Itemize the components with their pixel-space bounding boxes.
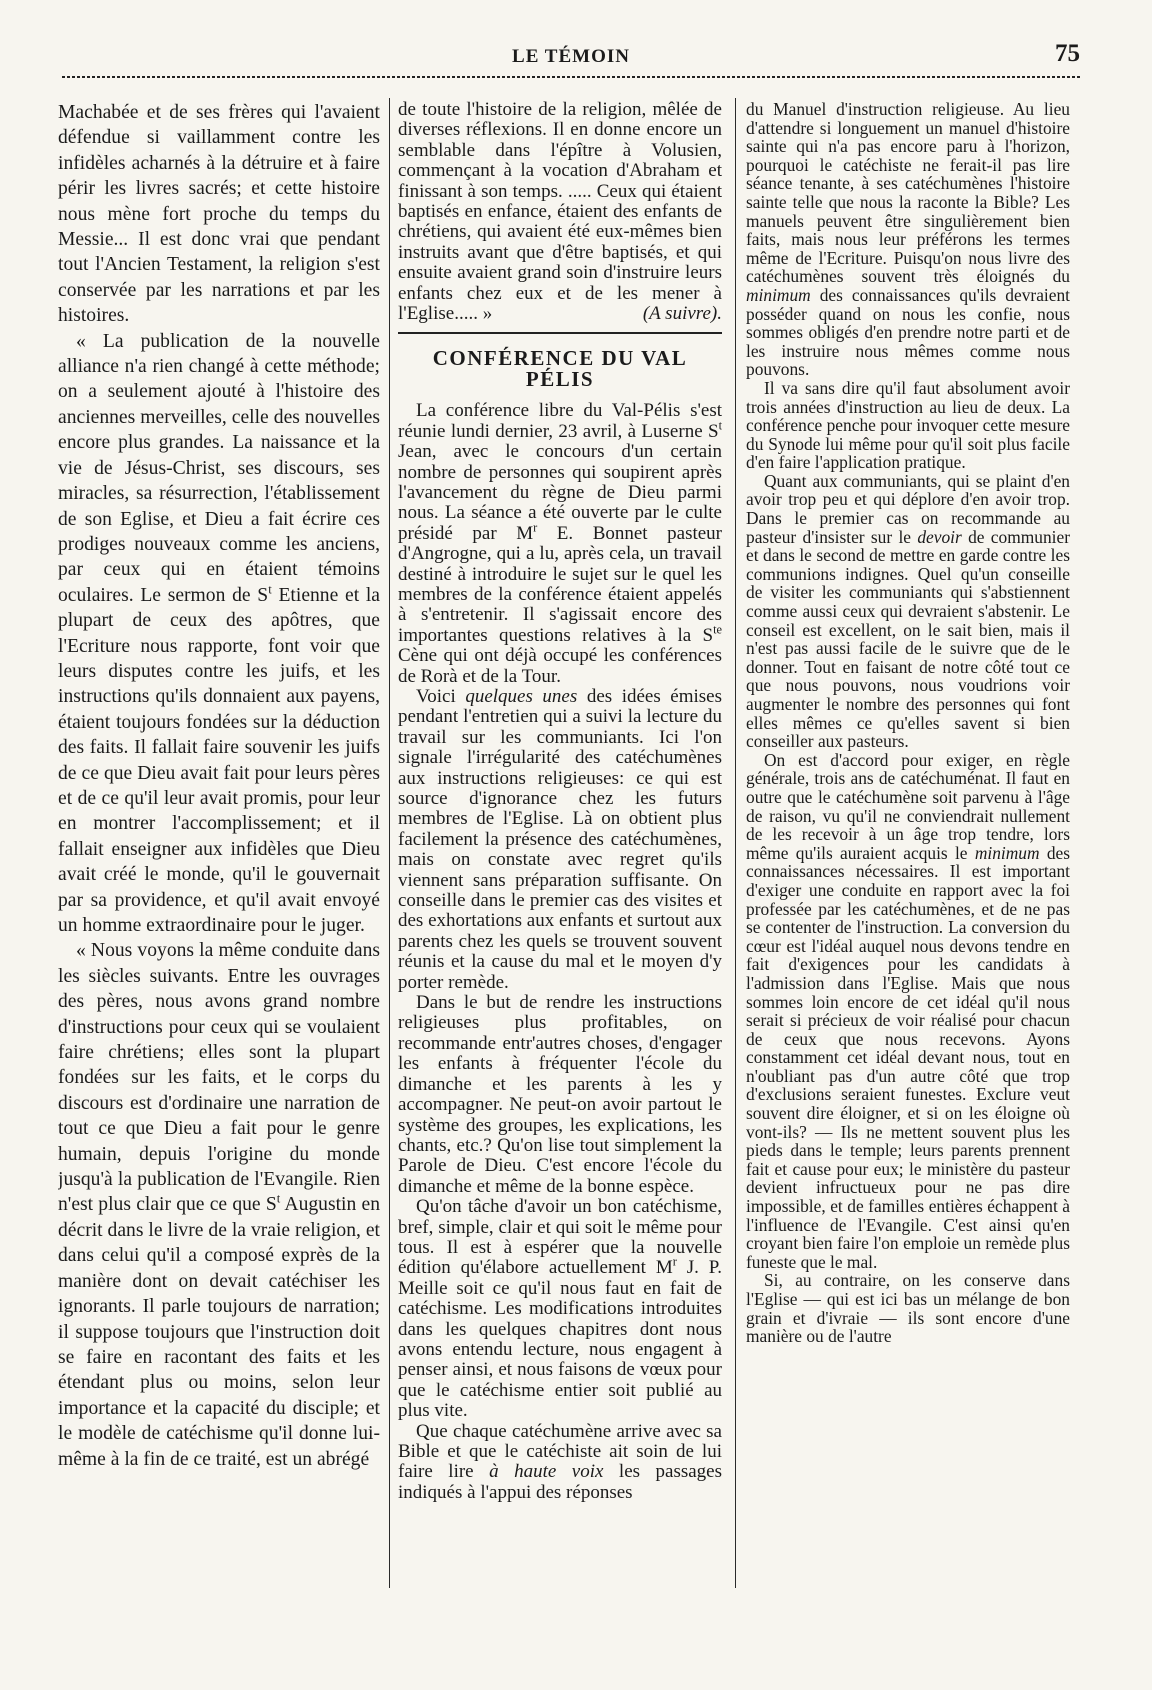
paragraph [746, 100, 1070, 379]
paragraph [398, 993, 722, 1197]
column-rule-left [389, 98, 390, 1588]
text: Si, au contraire, on les conserve dans l'Eglise — qui est ici bas un mélange de bon grain et d'ivraie — ils sont encore d'une manière ou de l'autre [746, 1270, 1070, 1347]
paragraph [746, 1271, 1070, 1345]
text: On est d'accord pour exiger, en règle générale, trois ans de catéchuménat. Il faut en outre que le catéchumène soit parvenu à l'âge de raison, vu qu'il ne conviendrait nullement de les recevoir à un âge trop tendre, lors même qu'ils auraient acquis le [746, 749, 1070, 863]
text: E. Bonnet pasteur d'Angrogne, qui a lu, après cela, un travail destiné à introduire le sujet sur le quel les membres de la conférence étaient appelés à s'entretenir. Il s'agissait encore des importantes questions relatives à la S [398, 522, 722, 646]
text: « Nous voyons la même conduite dans les siècles suivants. Entre les ouvrages des pères, nous avons grand nombre d'instructions pour ceux qui se voulaient faire chrétiens; elles sont la plupart fondées sur les faits, et le corps du discours est d'ordinaire une narration de tout ce que Dieu a fait pour le genre humain, depuis l'origine du monde jusqu'à la publication de l'Evangile. Rien n'est plus clair que ce que S [58, 940, 380, 1216]
page-header [62, 40, 1080, 74]
section-separator [398, 332, 722, 334]
text: Que chaque catéchumène arrive avec sa Bible et que le catéchiste ait soin de lui faire lire [398, 1420, 722, 1483]
text: les passages indiqués à l'appui des réponses [398, 1461, 722, 1503]
text: des connaissances nécessaires. Il est important d'exiger une conduite en rapport avec la foi professée par les catéchumènes, et de ne pas se contenter de l'instruction. La conversion du cœur est l'idéal auquel nous devons tendre en fait d'exigences pour les candidats à l'admission dans l'Eglise. Mais que nous sommes loin encore de cet idéal qu'il nous serait si précieux de voir réalisé pour chacun de ceux que nous recevons. Ayons constamment cet idéal devant nous, tout en n'oubliant pas d'un autre côté que trop d'exclusions seraient funestes. Exclure veut souvent dire éloigner, et si on les éloigne où vont-ils? — Ils ne mettent souvent plus les pieds dans le temple; leurs parents prennent fait et cause pour eux; le ministère du pasteur devient infructueux pour ne pas dire impossible, et de familles entières échappent à l'influence de l'Evangile. C'est ainsi qu'en croyant bien faire l'on emploie un remède plus funeste que le mal. [746, 842, 1070, 1272]
text: des connaissances qu'ils devraient posséder quand on nous les confie, nous sommes obligés d'en prendre notre parti et de les instruire nous mêmes comme nous pouvons. [746, 284, 1070, 380]
text: « La publication de la nouvelle alliance n'a rien changé à cette méthode; on a seulement ajouté à l'histoire des anciennes merveilles, celle des nouvelles encore plus grandes. La naissance et la vie de Jésus-Christ, ses discours, ses miracles, sa résurrection, l'établissement de son Eglise, et Dieu a fait écrire ces prodiges nouveaux comme les anciens, par ceux qui en étaient témoins oculaires. Le sermon de S [58, 330, 380, 606]
paragraph [398, 401, 722, 687]
paragraph [746, 379, 1070, 472]
text: de communier et dans le second de mettre en garde contre les communions indignes. Quel qu'un conseille de visiter les communiants qui s'abstiennent comme aussi ceux qui devraient s'abstenir. Le conseil est excellent, on le sait bien, mais il n'est pas aussi facile de le suivre que de le donner. Tout en faisant de notre côté tout ce que nous pouvons, nous voudrions voir augmenter le nombre des personnes qui font elles mêmes ce qu'elles savent si bien conseiller aux pasteurs. [746, 526, 1070, 752]
superscript: t [276, 1191, 281, 1206]
paragraph [398, 1197, 722, 1421]
text: Augustin en décrit dans le livre de la vraie religion, et dans celui qu'il a composé exprès de la manière dont on devait catéchiser les ignorants. Il parle toujours de narration; il suppose toujours que l'instruction doit se faire en racontant des faits et les étendant plus ou moins, selon leur importance et la capacité du disciple; et le modèle de catéchisme qu'il donne lui-même à la fin de ce traité, est un abrégé [58, 1194, 380, 1470]
superscript: r [672, 1255, 677, 1270]
text: J. P. Meille soit ce qu'il nous faut en fait de catéchisme. Les modifications introduites dans les quelques chapitres dont nous avons entendu lecture, nous engagent à penser ainsi, et nous faisons de vœux pour que le catéchisme entier soit publié au plus vite. [398, 1257, 722, 1422]
paragraph [398, 100, 722, 324]
column-3 [746, 100, 1070, 1670]
text: du Manuel d'instruction religieuse. Au lieu d'attendre si longuement un manuel d'histoire sainte qui n'a pas encore paru à l'horizon, pourquoi le catéchiste ne ferait-il pas lire séance tenante, à ses catéchumènes l'histoire sainte telle que nous la raconte la Bible? Les manuels peuvent être singulièrement bien faits, mais nous leur préférons les termes même de l'Ecriture. Puisqu'on nous livre des catéchumènes souvent très éloignés du [746, 100, 1070, 287]
text: Cène qui ont déjà occupé les conférences de Rorà et de la Tour. [398, 645, 722, 687]
text: des idées émises pendant l'entretien qui a suivi la lecture du travail sur les communiants. Ici l'on signale l'irrégularité des catéchumènes aux instructions religieuses: ce qui est source d'ignorance chez les futurs membres de l'Eglise. Là on obtient plus facilement la présence des catéchumènes, mais on constate avec regret qu'ils viennent sans préparation suffisante. On conseille dans le premier cas des visites et des exhortations aux enfants et surtout aux parents chez les quels se trouvent souvent réunis et la cause du mal et le moyen d'y porter remède. [398, 685, 722, 993]
superscript: r [533, 520, 538, 535]
paragraph [398, 687, 722, 993]
page-number: 75 [1055, 40, 1080, 67]
text: Etienne et la plupart de ceux des apôtres, que l'Ecriture nous rapporte, font voir que leurs disputes contre les juifs, et les instructions qu'ils donnaient aux payens, étaient toujours fondées sur la déduction des faits. Il fallait faire souvenir les juifs de ce que Dieu avait fait pour leurs pères et de ce qu'il leur avait promis, pour leur en montrer l'accomplissement; et il fallait enseigner aux infidèles que Dieu avait créé le monde, qu'il le gouvernait par sa providence, et qu'il avait envoyé un homme extraordinaire pour le juger. [58, 584, 380, 936]
header-rule [62, 76, 1080, 78]
paragraph [398, 1422, 722, 1504]
running-title: LE TÉMOIN [512, 46, 630, 67]
text: Machabée et de ses frères qui l'avaient défendue si vaillamment contre les infidèles acharnés à la détruire et à faire périr les livres sacrés; et cette histoire nous mène fort proche du temps du Messie... Il est donc vrai que pendant tout l'Ancien Testament, la religion s'est conservée par les narrations et par les histoires. [58, 102, 380, 327]
column-1 [58, 100, 380, 1670]
to-be-continued: (A suivre). [642, 303, 722, 325]
text: La conférence libre du Val-Pélis s'est réunie lundi dernier, 23 avril, à Luserne S [398, 400, 722, 442]
paragraph [58, 100, 380, 329]
text: de toute l'histoire de la religion, mêlée de diverses réflexions. Il en donne encore un semblable dans l'épître à Volusien, commençant à la vocation d'Abraham et finissant à son temps. ..... Ceux qui étaient baptisés en enfance, étaient des enfants de chrétiens, qui avaient été eux-mêmes bien instruits avant que d'être baptisés, et qui ensuite avaient grand soin d'instruire leurs enfants chez eux et de les mener à l'Eglise..... » [398, 100, 722, 325]
superscript: te [713, 622, 722, 637]
text: Quant aux communiants, qui se plaint d'en avoir trop peu et qui déplore d'en avoir trop. Dans le premier cas on recommande au pasteur d'insister sur le [746, 470, 1070, 547]
paragraph [746, 751, 1070, 1272]
section-title: CONFÉRENCE DU VAL PÉLIS [432, 346, 688, 391]
superscript: t [718, 418, 722, 433]
italic-text: minimum [746, 284, 811, 305]
text: Jean, avec le concours d'un certain nombre de personnes qui soupirent après l'avancement du règne de Dieu parmi nous. La séance a été ouverte par le culte présidé par M [398, 441, 722, 544]
superscript: t [268, 582, 272, 597]
column-2 [398, 100, 722, 1670]
text: Voici [416, 685, 466, 707]
italic-text: quelques unes [465, 685, 578, 707]
text: Qu'on tâche d'avoir un bon catéchisme, bref, simple, clair et qui soit le même pour tous. Il est à espérer que la nouvelle édition qu'élabore actuellement M [398, 1196, 722, 1279]
paragraph [58, 938, 380, 1472]
paragraph [746, 472, 1070, 751]
italic-text: à haute voix [489, 1461, 604, 1483]
column-rule-right [735, 98, 736, 1588]
text: Dans le but de rendre les instructions religieuses plus profitables, on recommande entr'autres choses, d'engager les enfants à fréquenter l'école du dimanche et les parents à les y accompagner. Ne peut-on avoir partout le système des groupes, les explications, les chants, etc.? Qu'on lise tout simplement la Parole de Dieu. C'est encore l'école du dimanche et même de la bonne espèce. [398, 992, 722, 1197]
paragraph [58, 329, 380, 939]
italic-text: devoir [917, 526, 962, 547]
text: Il va sans dire qu'il faut absolument avoir trois années d'instruction au lieu de deux. La conférence penche pour invoquer cette mesure du Synode lui même pour qu'il soit plus facile d'en faire l'application pratique. [746, 377, 1070, 473]
italic-text: minimum [974, 842, 1040, 863]
